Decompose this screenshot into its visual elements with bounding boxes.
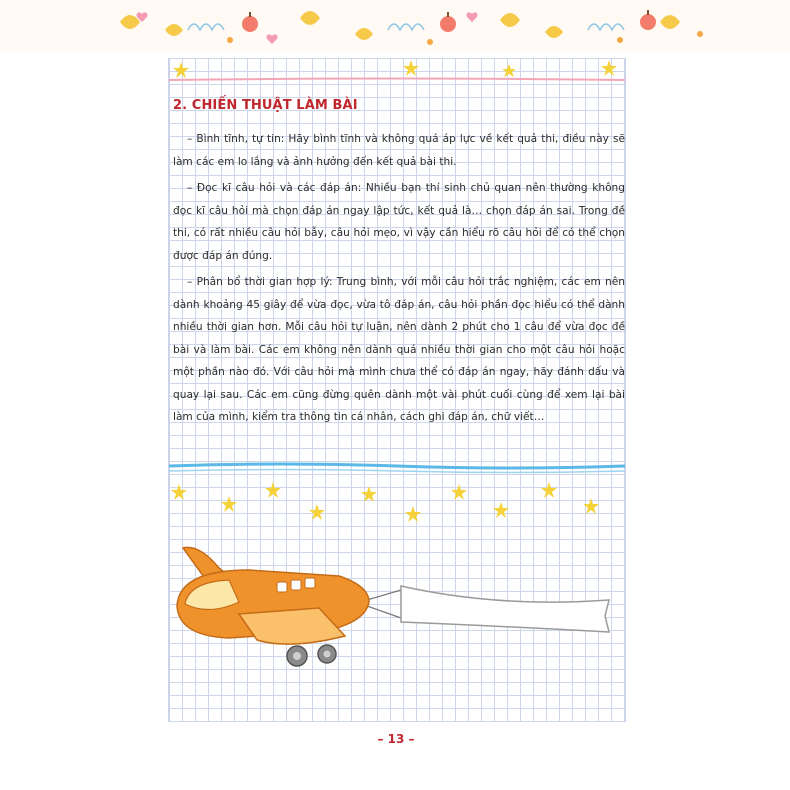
notebook-page <box>168 58 626 722</box>
page-top-decoration <box>169 58 625 86</box>
banner <box>367 586 609 632</box>
paragraph-time-allocation: – Phân bổ thời gian hợp lý: Trung bình, với mỗi câu hỏi trắc nghiệm, các em nên dành khoảng 45 giây để vừa đọc, vừa tô đáp án, câu hỏi phần đọc hiểu có thể dành nhiều thời gian hơn. Mỗi câu hỏi tự luận, nên dành 2 phút cho 1 câu để vừa đọc đề bài và làm bài. Các em không nên dành quá nhiều thời gian cho một câu hỏi hoặc một phần nào đó. Với câu hỏi mà mình chưa thể có đáp án ngay, hãy đánh dấu và quay lại sau. Các em cũng đừng quên dành một vài phút cuối cùng để xem lại bài làm của mình, kiểm tra thông tin cá nhân, cách ghi đáp án, chữ viết… <box>173 276 625 423</box>
pink-rule-line <box>169 79 625 81</box>
paragraph-calm-confident: – Bình tĩnh, tự tin: Hãy bình tĩnh và không quá áp lực về kết quả thi, điều này sẽ làm các em lo lắng và ảnh hưởng đến kết quả bài thi. <box>173 133 625 168</box>
blue-wavy-divider <box>169 460 625 478</box>
yellow-star-icon <box>171 482 599 522</box>
airplane-illustration <box>169 540 625 680</box>
page-number: – 13 – <box>377 732 415 746</box>
paragraph-read-carefully: – Đọc kĩ câu hỏi và các đáp án: Nhiều bạn thí sinh chủ quan nên thường không đọc kĩ câu hỏi mà chọn đáp án ngay lập tức, kết quả là… chọn đáp án sai. Trong đề thi, có rất nhiều câu hỏi bẫy, câu hỏi mẹo, vì vậy cần hiểu rõ câu hỏi để có thể chọn được đáp án đúng. <box>173 182 625 262</box>
top-decorative-border <box>0 0 790 52</box>
section-title: 2. CHIẾN THUẬT LÀM BÀI <box>173 98 358 113</box>
plane-wheels <box>287 645 336 666</box>
body-text <box>173 128 625 433</box>
yellow-star-icon <box>173 60 617 78</box>
stars-decoration <box>169 478 625 528</box>
